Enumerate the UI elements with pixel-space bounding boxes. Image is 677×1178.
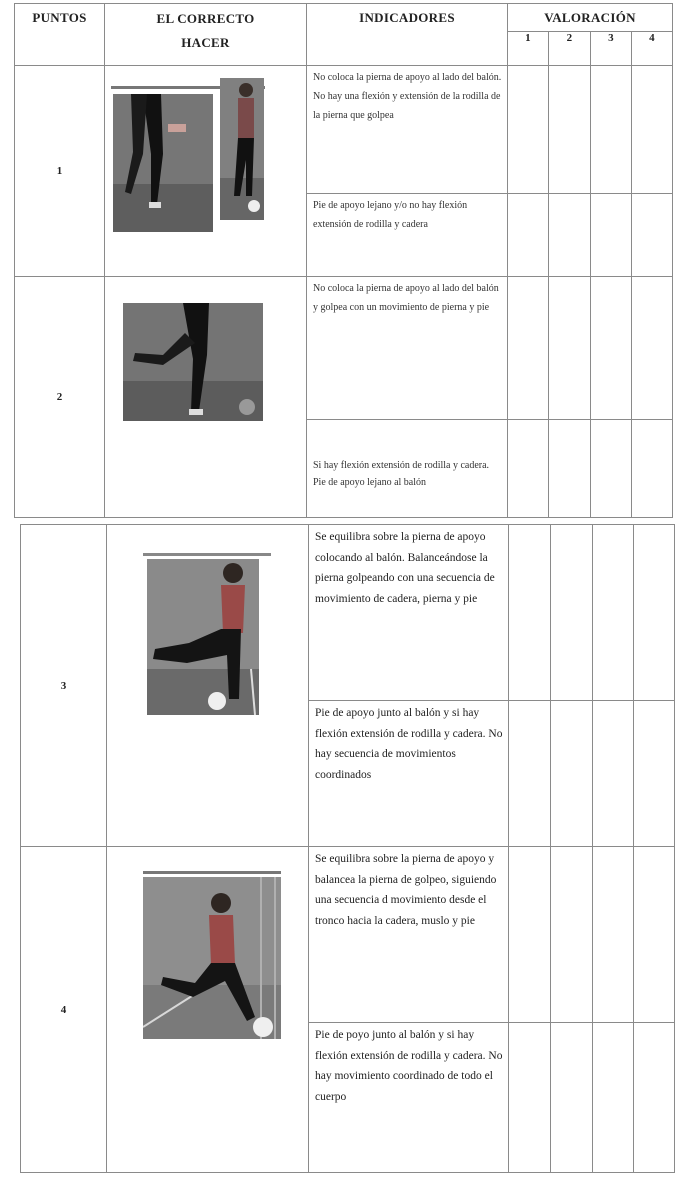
score-cell[interactable]	[632, 420, 673, 518]
score-cell[interactable]	[591, 194, 632, 277]
score-cell[interactable]	[509, 1023, 551, 1173]
kick-figure-icon	[147, 559, 259, 715]
photo-cell-2	[105, 277, 307, 518]
scale-2: 2	[549, 32, 591, 66]
indicator-1b: Pie de apoyo lejano y/o no hay flexión extensión de rodilla y cadera	[307, 194, 508, 277]
indicator-4b: Pie de poyo junto al balón y si hay flexión extensión de rodilla y cadera. No hay movimiento coordinado de todo el cuerpo	[309, 1023, 509, 1173]
score-cell[interactable]	[551, 1023, 593, 1173]
player-photo-4	[143, 877, 281, 1039]
score-cell[interactable]	[634, 847, 675, 1023]
score-cell[interactable]	[509, 847, 551, 1023]
evaluation-table-part-2	[20, 524, 675, 1173]
score-cell[interactable]	[509, 525, 551, 701]
indicator-2a: No coloca la pierna de apoyo al lado del balón y golpea con un movimiento de pierna y pie	[307, 277, 508, 420]
score-cell[interactable]	[632, 66, 673, 194]
score-cell[interactable]	[632, 277, 673, 420]
player-photo-3	[147, 559, 259, 715]
score-cell[interactable]	[591, 66, 632, 194]
score-cell[interactable]	[551, 847, 593, 1023]
score-cell[interactable]	[632, 194, 673, 277]
score-cell[interactable]	[591, 277, 632, 420]
punto-2: 2	[15, 277, 105, 518]
kick-figure-icon	[220, 78, 264, 220]
photo-frame-bar	[143, 871, 281, 874]
header-correcto-line1: EL CORRECTO	[156, 11, 255, 26]
photo-frame-bar	[143, 553, 271, 556]
score-cell[interactable]	[634, 701, 675, 847]
score-cell[interactable]	[549, 420, 591, 518]
kick-figure-icon	[113, 94, 213, 232]
scale-4: 4	[632, 32, 673, 66]
punto-1: 1	[15, 66, 105, 277]
score-cell[interactable]	[634, 525, 675, 701]
punto-3: 3	[21, 525, 107, 847]
kick-figure-icon	[143, 877, 281, 1039]
score-cell[interactable]	[549, 66, 591, 194]
score-cell[interactable]	[508, 66, 549, 194]
indicator-1a: No coloca la pierna de apoyo al lado del balón. No hay una flexión y extensión de la rodilla de la pierna que golpea	[307, 66, 508, 194]
score-cell[interactable]	[591, 420, 632, 518]
indicator-2b: Si hay flexión extensión de rodilla y cadera. Pie de apoyo lejano al balón	[307, 420, 508, 518]
photo-cell-4	[107, 847, 309, 1173]
score-cell[interactable]	[593, 525, 634, 701]
scale-3: 3	[591, 32, 632, 66]
player-photo-1b	[220, 78, 264, 220]
header-valoracion: VALORACIÓN	[508, 4, 673, 32]
score-cell[interactable]	[551, 701, 593, 847]
indicator-3b: Pie de apoyo junto al balón y si hay flexión extensión de rodilla y cadera. No hay secuencia de movimientos coordinados	[309, 701, 509, 847]
header-puntos: PUNTOS	[15, 4, 105, 66]
photo-cell-3	[107, 525, 309, 847]
score-cell[interactable]	[508, 194, 549, 277]
scale-1: 1	[508, 32, 549, 66]
photo-cell-1	[105, 66, 307, 277]
header-indicadores: INDICADORES	[307, 4, 508, 66]
score-cell[interactable]	[508, 420, 549, 518]
indicator-4a: Se equilibra sobre la pierna de apoyo y balancea la pierna de golpeo, siguiendo una secuencia d movimiento desde el tronco hacia la cadera, muslo y pie	[309, 847, 509, 1023]
score-cell[interactable]	[549, 194, 591, 277]
score-cell[interactable]	[549, 277, 591, 420]
score-cell[interactable]	[551, 525, 593, 701]
kick-figure-icon	[123, 303, 263, 421]
score-cell[interactable]	[634, 1023, 675, 1173]
player-photo-2	[123, 303, 263, 421]
score-cell[interactable]	[593, 1023, 634, 1173]
indicator-3a: Se equilibra sobre la pierna de apoyo colocando al balón. Balanceándose la pierna golpeando con una secuencia de movimiento de cadera, pierna y pie	[309, 525, 509, 701]
punto-4: 4	[21, 847, 107, 1173]
evaluation-table-part-1	[14, 3, 673, 518]
score-cell[interactable]	[509, 701, 551, 847]
player-photo-1a	[113, 94, 213, 232]
header-el-correcto-hacer	[105, 4, 307, 66]
header-correcto-line2: HACER	[181, 35, 230, 50]
score-cell[interactable]	[508, 277, 549, 420]
score-cell[interactable]	[593, 847, 634, 1023]
score-cell[interactable]	[593, 701, 634, 847]
